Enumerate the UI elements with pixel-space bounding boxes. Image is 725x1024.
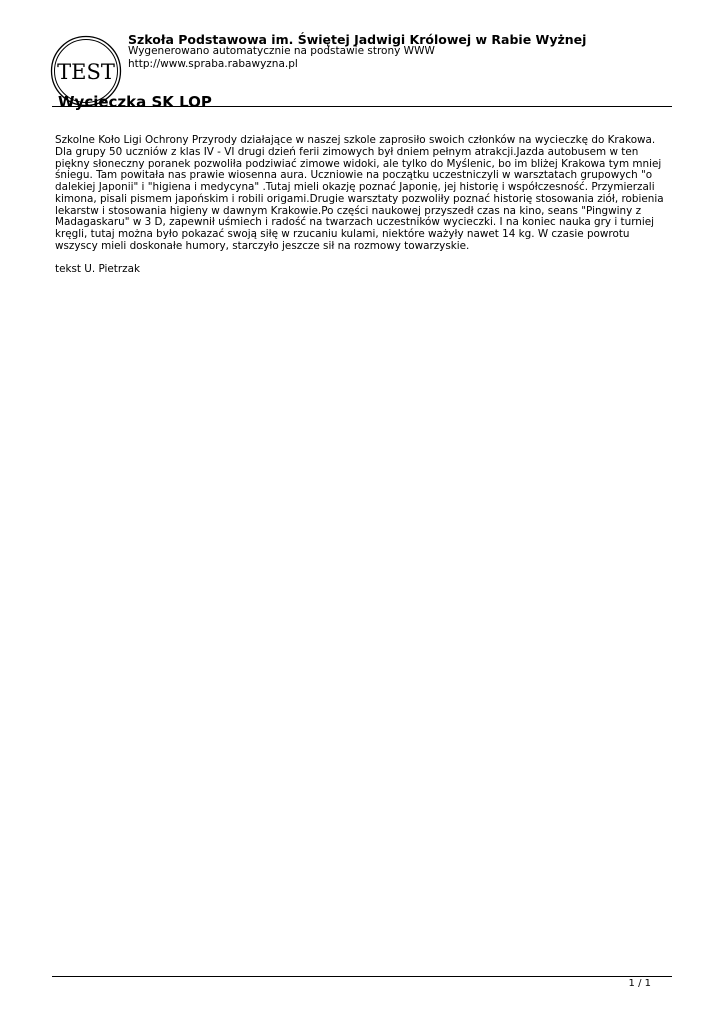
article-signature: tekst U. Pietrzak bbox=[55, 263, 140, 276]
logo-text: TEST bbox=[57, 60, 115, 84]
footer-divider bbox=[52, 976, 672, 977]
source-url: http://www.spraba.rabawyzna.pl bbox=[128, 58, 298, 70]
generated-note: Wygenerowano automatycznie na podstawie strony WWW bbox=[128, 45, 435, 57]
article-body bbox=[55, 135, 675, 288]
page-number: 1 / 1 bbox=[628, 978, 651, 989]
page-title: Wycieczka SK LOP bbox=[58, 93, 212, 111]
article-paragraph: Szkolne Koło Ligi Ochrony Przyrody działające w naszej szkole zaprosiło swoich członków na wycieczkę do Krakowa. Dla grupy 50 uczniów z klas IV - VI drugi dzień ferii zimowych był dniem pełnym atrakcji.Jazda autobusem w ten piękny słoneczny poranek pozwoliła podziwiać zimowe widoki, ale tylko do Myślenic, bo im bliżej Krakowa tym mniej śniegu. Tam powitała nas prawie wiosenna aura. Uczniowie na początku uczestniczyli w warsztatach grupowych "o dalekiej Japonii" i "higiena i medycyna" .Tutaj mieli okazję poznać Japonię, jej historię i współczesność. Przymierzali kimona, pisali pismem japońskim i robili origami.Drugie warsztaty pozwoliły poznać historię stosowania ziół, robienia lekarstw i stosowania higieny w dawnym Krakowie.Po części naukowej przyszedł czas na kino, seans "Pingwiny z Madagaskaru" w 3 D, zapewnił uśmiech i radość na twarzach uczestników wycieczki. I na koniec nauka gry i turniej kręgli, tutaj można było pokazać swoją siłę w rzucaniu kulami, niektóre ważyły nawet 14 kg. W czasie powrotu wszyscy mieli doskonałe humory, starczyło jeszcze sił na rozmowy towarzyskie. bbox=[55, 134, 664, 252]
title-divider bbox=[52, 106, 672, 107]
school-name: Szkoła Podstawowa im. Świętej Jadwigi Królowej w Rabie Wyżnej bbox=[128, 32, 587, 47]
